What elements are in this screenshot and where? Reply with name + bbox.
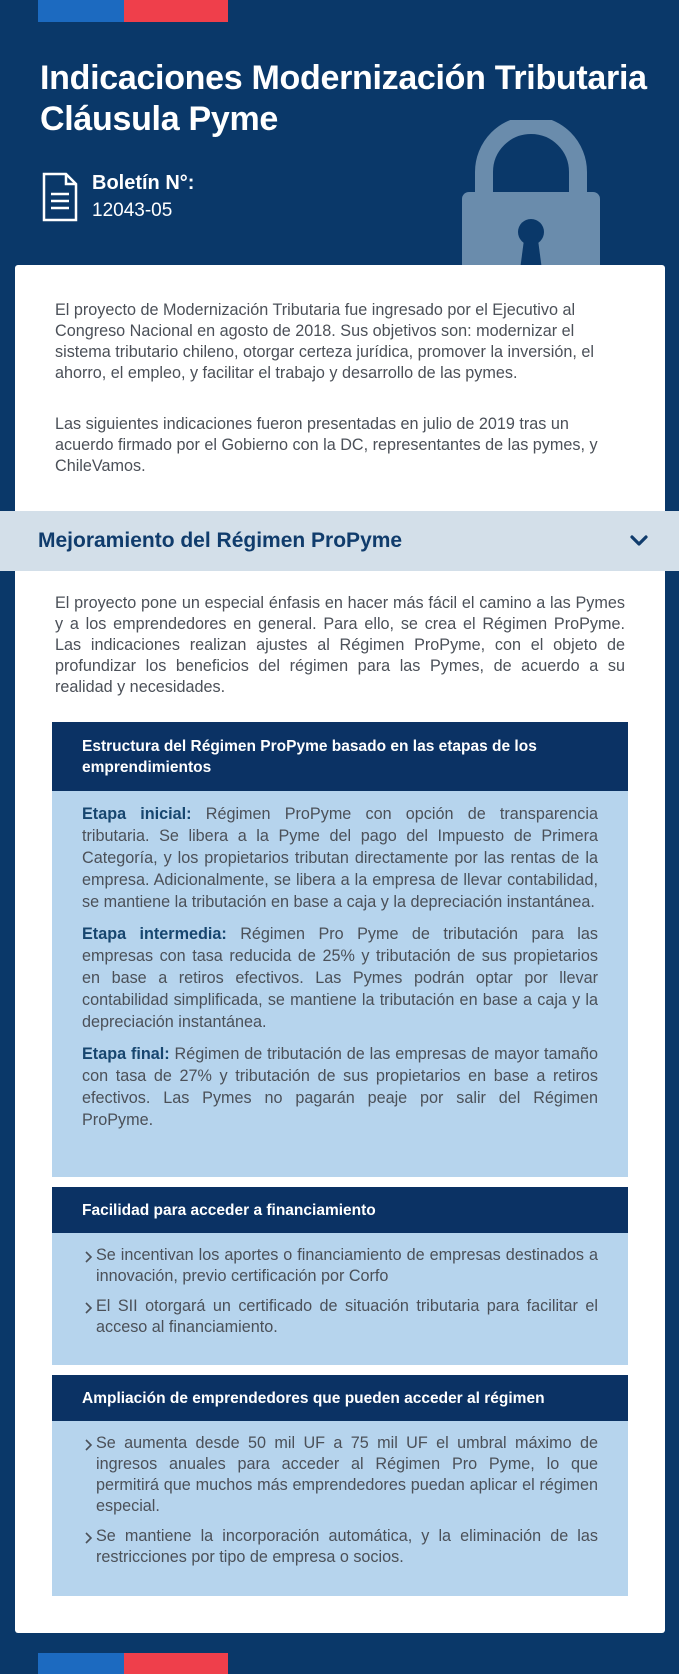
chevron-right-icon — [82, 1301, 96, 1315]
financing-box-title: Facilidad para acceder a financiamiento — [52, 1187, 628, 1233]
intro-paragraph-2: Las siguientes indicaciones fueron presentadas en julio de 2019 tras un acuerdo firmado por el Gobierno con la DC, representantes de las pymes, y ChileVamos. — [55, 415, 598, 475]
stage-intermediate: Etapa intermedia: Régimen Pro Pyme de tributación para las empresas con tasa reducida de 25% y tributación de sus propietarios en base a retiros efectivos. Las Pymes podrán optar por llevar contabilidad simplificada, se mantiene la tributación en base a caja y la depreciación instantánea. — [82, 925, 598, 1031]
section-body: El proyecto pone un especial énfasis en hacer más fácil el camino a las Pymes y a los emprendedores en general. Para ello, se crea el Régimen ProPyme. Las indicaciones realizan ajustes al Régimen ProPyme, con el objeto de profundizar los beneficios del régimen para las Pymes, de acuerdo a su realidad y necesidades. — [55, 594, 625, 696]
financing-box — [52, 1187, 628, 1365]
header — [0, 0, 679, 265]
chevron-right-icon — [82, 1438, 96, 1452]
eligibility-box — [52, 1375, 628, 1596]
list-item: Se incentivan los aportes o financiamiento de empresas destinados a innovación, previo certificación por Corfo — [82, 1245, 598, 1287]
document-icon — [42, 172, 78, 222]
chevron-right-icon — [82, 1531, 96, 1545]
intro-paragraph-1: El proyecto de Modernización Tributaria fue ingresado por el Ejecutivo al Congreso Nacional en agosto de 2018. Sus objetivos son: modernizar el sistema tributario chileno, otorgar certeza jurídica, promover la inversión, el ahorro, el empleo, y facilitar el trabajo y desarrollo de las pymes. — [55, 301, 594, 382]
eligibility-box-title: Ampliación de emprendedores que pueden acceder al régimen — [52, 1375, 628, 1421]
list-item: Se aumenta desde 50 mil UF a 75 mil UF el umbral máximo de ingresos anuales para acceder al Régimen Pro Pyme, lo que permitirá que muchos más emprendedores puedan aplicar el régimen especial. — [82, 1433, 598, 1517]
accordion-header[interactable] — [0, 511, 679, 571]
stages-box — [52, 722, 628, 1177]
accordion-title: Mejoramiento del Régimen ProPyme — [38, 529, 403, 552]
lock-icon — [462, 120, 600, 265]
flag-stripe-bottom — [38, 1653, 228, 1674]
stage-final: Etapa final: Régimen de tributación de las empresas de mayor tamaño con tasa de 27% y tributación de sus propietarios en base a retiros efectivos. Las Pymes no pagarán peaje por salir del Régimen ProPyme. — [82, 1045, 598, 1129]
chevron-down-icon[interactable] — [629, 534, 649, 548]
stages-box-title: Estructura del Régimen ProPyme basado en las etapas de los emprendimientos — [52, 722, 628, 791]
stage-initial: Etapa inicial: Régimen ProPyme con opción de transparencia tributaria. Se libera a la Pyme del pago del Impuesto de Primera Categoría, y los propietarios tributan directamente por las rentas de la empresa. Adicionalmente, se libera a la empresa de llevar contabilidad, se mantiene la tributación en base a caja y la depreciación instantánea. — [82, 805, 598, 911]
boletin-value: 12043-05 — [92, 200, 173, 221]
chevron-right-icon — [82, 1250, 96, 1264]
boletin-label: Boletín N°: — [92, 172, 195, 194]
list-item: Se mantiene la incorporación automática, y la eliminación de las restricciones por tipo de empresa o socios. — [82, 1526, 598, 1568]
list-item: El SII otorgará un certificado de situación tributaria para facilitar el acceso al financiamiento. — [82, 1296, 598, 1338]
page-title: Indicaciones Modernización Tributaria Cláusula Pyme — [40, 59, 647, 138]
